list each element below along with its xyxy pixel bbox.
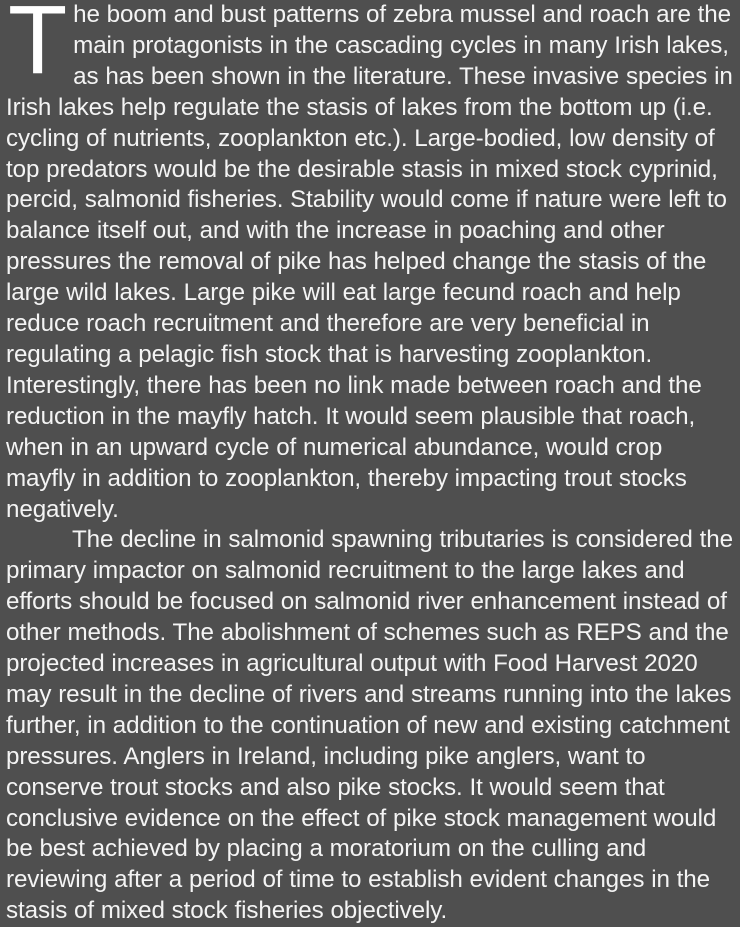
drop-cap-letter: T bbox=[8, 0, 68, 94]
paragraph-one-text: he boom and bust patterns of zebra mussel and roach are the main protagonists in the cascading cycles in many Irish lakes, as has been shown in the literature. These invasive species in Irish lakes help regulate the stasis of lakes from the bottom up (i.e. cycling of nutrients, zooplankton etc.). Large-bodied, low density of top predators would be the desirable stasis in mixed stock cyprinid, percid, salmonid fisheries. Stability would come if nature were left to balance itself out, and with the increase in poaching and other pressures the removal of pike has helped change the stasis of the large wild lakes. Large pike will eat large fecund roach and help reduce roach recruitment and therefore are very beneficial in regulating a pelagic fish stock that is harvesting zooplankton. Interestingly, there has been no link made between roach and the reduction in the mayfly hatch. It would seem plausible that roach, when in an upward cycle of numerical abundance, would crop mayfly in addition to zooplankton, thereby impacting trout stocks negatively. bbox=[6, 1, 733, 523]
paragraph-two bbox=[6, 525, 736, 927]
paragraph-two-text: The decline in salmonid spawning tributaries is considered the primary impactor on salmonid recruitment to the large lakes and efforts should be focused on salmonid river enhancement instead of other methods. The abolishment of schemes such as REPS and the projected increases in agricultural output with Food Harvest 2020 may result in the decline of rivers and streams running into the lakes further, in addition to the continuation of new and existing catchment pressures. Anglers in Ireland, including pike anglers, want to conserve trout stocks and also pike stocks. It would seem that conclusive evidence on the effect of pike stock management would be best achieved by placing a moratorium on the culling and reviewing after a period of time to establish evident changes in the stasis of mixed stock fisheries objectively. bbox=[6, 526, 733, 925]
body-copy bbox=[6, 0, 736, 927]
paragraph-one bbox=[6, 0, 736, 525]
